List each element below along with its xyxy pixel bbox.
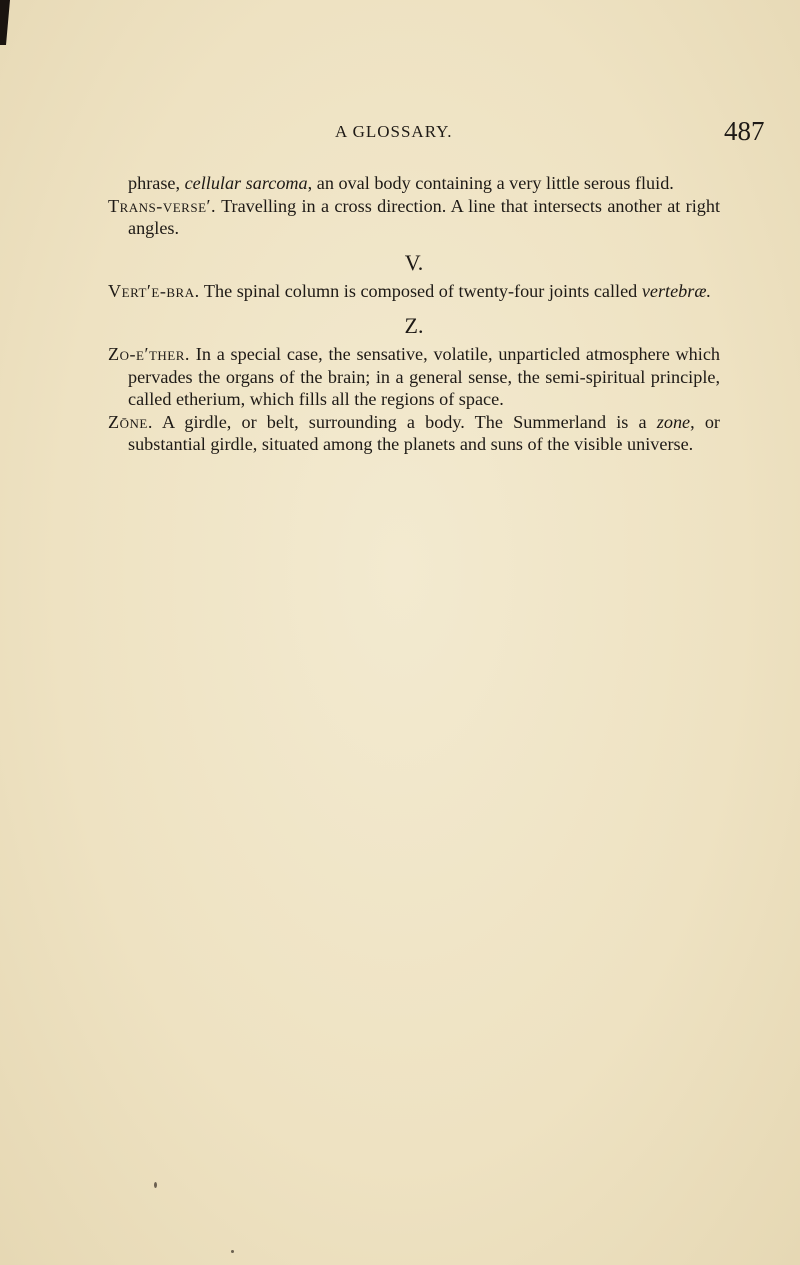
entry-zoether (108, 343, 720, 411)
entry-vertebra (108, 280, 720, 303)
entry-zone (108, 411, 720, 456)
entry-term: Trans-verse′. (108, 195, 217, 216)
entry-italic: vertebræ. (641, 281, 712, 301)
entry-transverse (108, 195, 720, 240)
scan-speck (231, 1250, 234, 1253)
entry-term: Zōne. (108, 411, 153, 432)
section-heading-z: Z. (404, 312, 424, 338)
entry-italic: zone (656, 411, 691, 432)
entry-definition: A girdle, or belt, surrounding a body. The Summerland is a (162, 411, 657, 432)
page-header (0, 116, 800, 150)
continuation-text-end: , an oval body containing a very little serous fluid. (307, 173, 674, 193)
scan-speck (154, 1182, 157, 1188)
entry-term: Zo-e′ther. (108, 344, 190, 364)
entry-definition: Travelling in a cross direction. A line that intersects another at right angles. (128, 195, 721, 238)
section-heading-v: V. (404, 249, 424, 275)
glossary-body (108, 172, 720, 456)
entry-definition: In a special case, the sensative, volatile, unparticled atmosphere which pervades the organs of the brain; in a general sense, the semi-spiritual principle, called etherium, which fills all the regions of space. (128, 344, 720, 409)
scan-edge-mark (0, 0, 10, 45)
entry-definition: The spinal column is composed of twenty-four joints called (203, 281, 642, 301)
entry-continuation (108, 172, 720, 195)
entry-term: Vert′e-bra. (108, 281, 200, 301)
continuation-text: phrase, (128, 173, 185, 193)
page-number: 487 (724, 116, 765, 146)
continuation-italic: cellular sarcoma (184, 173, 308, 193)
entry-definition-end: , or substantial girdle, situated among the planets and suns of the visible universe. (128, 411, 720, 454)
running-head: A GLOSSARY. (335, 122, 453, 141)
